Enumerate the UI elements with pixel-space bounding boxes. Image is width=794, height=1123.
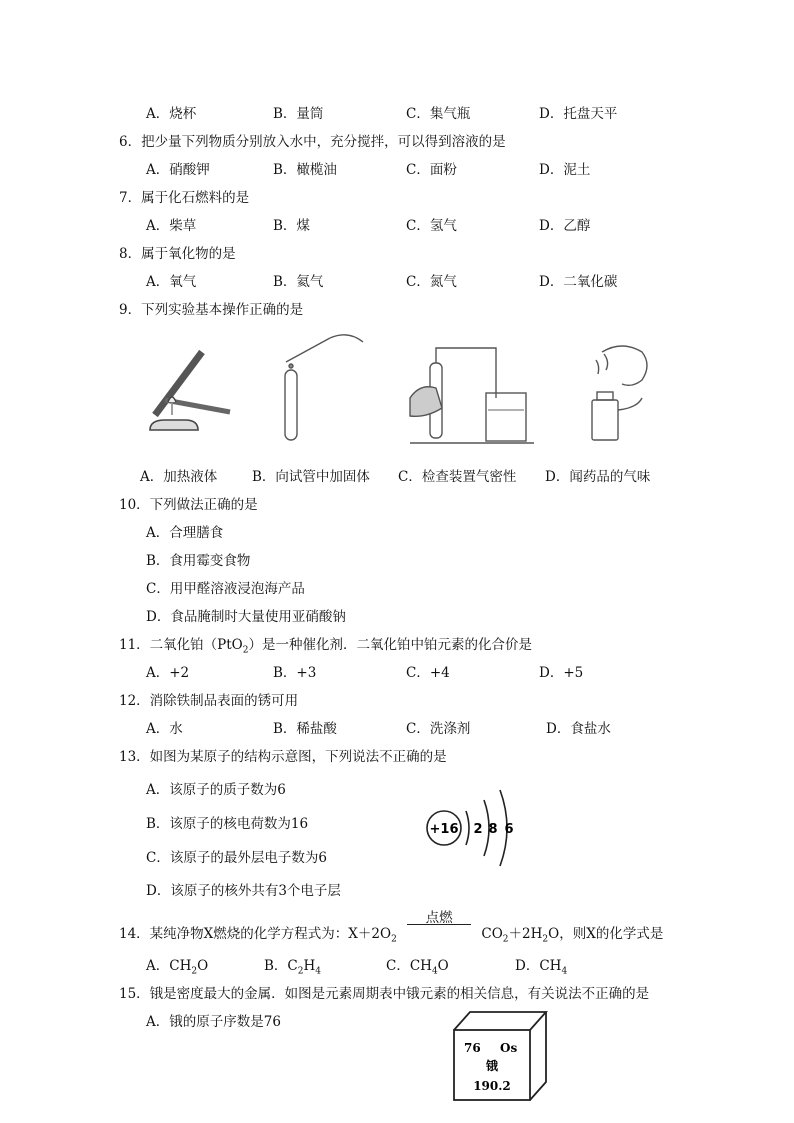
- element-atomic-number: 76: [464, 1041, 481, 1055]
- q8-option-c: C．氮气: [406, 274, 457, 290]
- q13-option-c: C．该原子的最外层电子数为6: [146, 850, 327, 866]
- q11-option-c: C．+4: [406, 665, 450, 681]
- q7-option-a: A．柴草: [146, 218, 197, 234]
- q7-option-d: D．乙醇: [539, 218, 591, 234]
- reaction-arrow-line: [407, 924, 471, 925]
- q15-stem: 15．锇是密度最大的金属．如图是元素周期表中锇元素的相关信息，有关说法不正确的是: [119, 986, 650, 1002]
- q10-option-d: D．食品腌制时大量使用亚硝酸钠: [146, 609, 346, 625]
- heating-liquid-illustration: [130, 330, 250, 445]
- smelling-chemicals-illustration: [582, 340, 662, 445]
- airtightness-check-illustration: [406, 338, 536, 443]
- q12-option-b: B．稀盐酸: [273, 721, 337, 737]
- q14-option-a: A．$CH_2O$: [146, 958, 209, 977]
- q6-stem: 6．把少量下列物质分别放入水中，充分搅拌，可以得到溶液的是: [119, 134, 506, 150]
- reaction-condition: 点燃: [425, 910, 453, 926]
- q8-option-d: D．二氧化碳: [539, 274, 618, 290]
- q6-option-c: C．面粉: [406, 162, 457, 178]
- q7-stem: 7．属于化石燃料的是: [119, 190, 250, 206]
- q9-option-a: A．加热液体: [140, 469, 218, 485]
- q12-option-c: C．洗涤剂: [406, 721, 471, 737]
- q9-stem: 9．下列实验基本操作正确的是: [119, 302, 304, 318]
- q11-option-b: B．+3: [273, 665, 317, 681]
- adding-solid-illustration: [278, 332, 373, 444]
- q12-option-d: D．食盐水: [546, 721, 611, 737]
- q14-option-c: C．$CH_4O$: [386, 958, 449, 977]
- q11-option-a: A．+2: [146, 665, 190, 681]
- q13-option-d: D．该原子的核外共有3个电子层: [146, 883, 341, 899]
- element-osmium-card: [450, 1008, 550, 1104]
- q9-option-b: B．向试管中加固体: [252, 469, 370, 485]
- element-symbol: Os: [500, 1041, 518, 1055]
- q8-option-a: A．氧气: [146, 274, 197, 290]
- q6-option-d: D．泥土: [539, 162, 591, 178]
- q8-stem: 8．属于氧化物的是: [119, 246, 236, 262]
- q8-option-b: B．氦气: [273, 274, 324, 290]
- q13-option-b: B．该原子的核电荷数为16: [146, 816, 309, 832]
- q5-option-c: C．集气瓶: [406, 106, 471, 122]
- q6-option-a: A．硝酸钾: [146, 162, 210, 178]
- q12-stem: 12．消除铁制品表面的锈可用: [119, 693, 299, 709]
- q5-option-a: A．烧杯: [146, 106, 197, 122]
- q14-stem: 14．某纯净物X燃烧的化学方程式为：$X+2O_2$ 点燃 $CO_2+2H_2O$，则X的化学式是: [119, 922, 663, 945]
- q9-option-c: C．检查装置气密性: [398, 469, 517, 485]
- q10-option-b: B．食用霉变食物: [146, 553, 251, 569]
- q11-option-d: D．+5: [539, 665, 584, 681]
- q7-option-c: C．氢气: [406, 218, 457, 234]
- q9-option-d: D．闻药品的气味: [545, 469, 651, 485]
- q13-option-a: A．该原子的质子数为6: [146, 782, 286, 798]
- q15-option-a: A．锇的原子序数是76: [146, 1014, 281, 1030]
- q13-stem: 13．如图为某原子的结构示意图，下列说法不正确的是: [119, 749, 447, 765]
- q6-option-b: B．橄榄油: [273, 162, 337, 178]
- q5-option-b: B．量筒: [273, 106, 324, 122]
- q5-option-d: D．托盘天平: [539, 106, 618, 122]
- shell-2-electrons: 8: [488, 822, 498, 837]
- q7-option-b: B．煤: [273, 218, 310, 234]
- q14-option-b: B．$C_2H_4$: [264, 958, 321, 977]
- q10-option-c: C．用甲醛溶液浸泡海产品: [146, 581, 305, 597]
- element-name: 锇: [485, 1059, 499, 1073]
- element-atomic-mass: 190.2: [473, 1079, 511, 1093]
- q11-stem: 11．二氧化铂（PtO$_2$）是一种催化剂．二氧化铂中铂元素的化合价是: [119, 637, 532, 656]
- shell-3-electrons: 6: [504, 822, 514, 837]
- shell-1-electrons: 2: [473, 822, 483, 837]
- nucleus-charge: +16: [429, 822, 459, 837]
- atom-structure-diagram: [424, 778, 524, 878]
- q14-option-d: D．$CH_4$: [515, 958, 568, 977]
- q12-option-a: A．水: [146, 721, 183, 737]
- q10-stem: 10．下列做法正确的是: [119, 497, 258, 513]
- q10-option-a: A．合理膳食: [146, 525, 224, 541]
